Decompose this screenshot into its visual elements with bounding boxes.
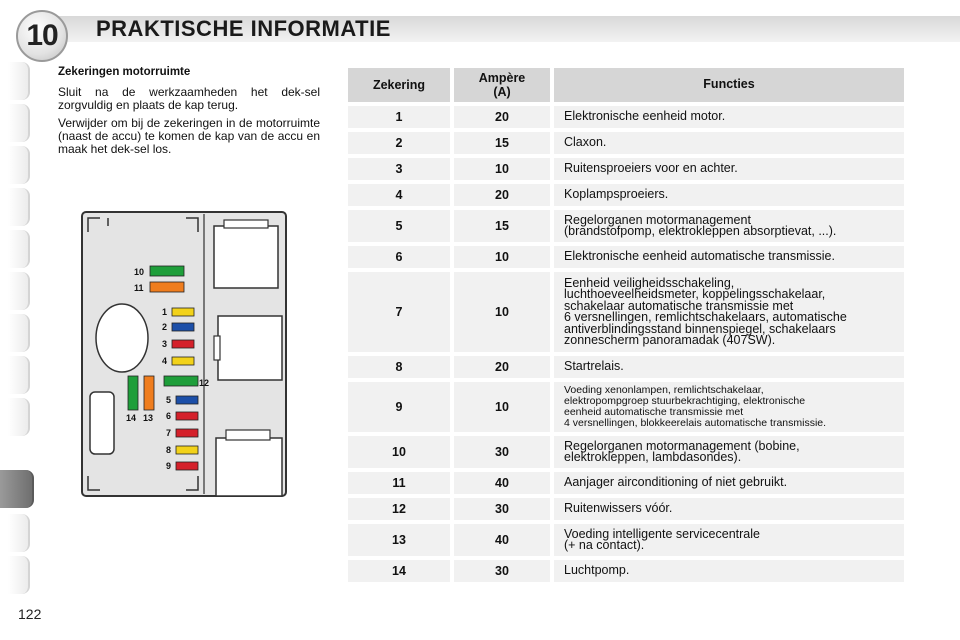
fuse-number: 2 [348,132,450,154]
fuse-label-11: 11 [134,283,144,293]
fuse-label-1: 1 [162,307,168,317]
page-title: PRAKTISCHE INFORMATIE [96,16,391,41]
fuse-label-6: 6 [166,411,172,421]
table-body [348,106,904,582]
fuse-amperage: 10 [454,272,550,352]
fuse-amperage: 15 [454,132,550,154]
fuse-function: Eenheid veiligheidsschakeling, luchthoeveelheidsmeter, koppelingsschakelaar, schakelaar automatische transmissie met 6 versnellingen, remlichtschakelaars, automatische antiverblindingsstand binnenspiegel, schakelaars zonnescherm panoramadak (407SW). [554,272,904,352]
fuse-label-14: 14 [126,413,137,423]
fuse-10 [150,266,184,276]
fuse-function: Elektronische eenheid motor. [554,106,904,128]
chapter-tab-12[interactable] [8,556,30,594]
fuse-label-12: 12 [199,378,210,388]
fuse-amperage: 30 [454,560,550,582]
table-row [348,382,904,432]
chapter-tab-8[interactable] [8,356,30,394]
fuse-amperage: 15 [454,210,550,242]
fuse-number: 9 [348,382,450,432]
table-row [348,560,904,582]
fuse-3 [172,340,194,348]
fuse-number: 11 [348,472,450,494]
fuse-6 [176,412,198,420]
header-functions: Functies [554,68,904,102]
chapter-tab-3[interactable] [8,146,30,184]
table-row [348,132,904,154]
chapter-tab-6[interactable] [8,272,30,310]
chapter-tab-10-active[interactable] [0,470,34,508]
fuse-function: Elektronische eenheid automatische transmissie. [554,246,904,268]
fuse-amperage: 40 [454,472,550,494]
fuse-9 [176,462,198,470]
fuse-13 [144,376,154,410]
table-row [348,246,904,268]
chapter-tab-9[interactable] [8,398,30,436]
fuse-number: 8 [348,356,450,378]
rounded-cutout [90,392,114,454]
fuse-label-9: 9 [166,461,172,471]
relay-tab [224,220,268,228]
chapter-tab-2[interactable] [8,104,30,142]
fuse-amperage: 30 [454,436,550,468]
relay-outline [214,226,278,288]
table-row [348,436,904,468]
table-row [348,106,904,128]
fuse-amperage: 10 [454,158,550,180]
fuse-amperage: 20 [454,106,550,128]
fuse-number: 4 [348,184,450,206]
fuse-amperage: 20 [454,356,550,378]
fuse-1 [172,308,194,316]
table-row [348,356,904,378]
intro-text [58,66,320,161]
section-heading: Zekeringen motorruimte [58,66,191,78]
fuse-amperage: 10 [454,246,550,268]
chapter-tab-11[interactable] [8,514,30,552]
fuse-function: Aanjager airconditioning of niet gebruikt. [554,472,904,494]
chapter-tab-4[interactable] [8,188,30,226]
fuse-8 [176,446,198,454]
fuse-7 [176,429,198,437]
table-header [348,68,904,102]
fuse-amperage: 40 [454,524,550,556]
fuse-12 [164,376,198,386]
fuse-5 [176,396,198,404]
fuse-label-5: 5 [166,395,172,405]
fuse-function: Koplampsproeiers. [554,184,904,206]
fuse-function: Startrelais. [554,356,904,378]
chapter-tabs [0,62,36,582]
fuse-2 [172,323,194,331]
relay-tab [214,336,220,360]
fuse-label-7: 7 [166,428,172,438]
fuse-label-10: 10 [134,267,145,277]
round-cutout [96,304,148,372]
fuse-label-13: 13 [143,413,154,423]
fuse-number: 10 [348,436,450,468]
paragraph-access-fuses: Verwijder om bij de zekeringen in de motorruimte (naast de accu) te komen de kap van de accu en maak het dek-sel los. [58,116,320,156]
header-fuse: Zekering [348,68,450,102]
fuse-function: Claxon. [554,132,904,154]
fuse-function: Regelorganen motormanagement (brandstofpomp, elektrokleppen absorptievat, ...). [554,210,904,242]
fuse-number: 3 [348,158,450,180]
paragraph-close-cover: Sluit na de werkzaamheden het dek-sel zorgvuldig en plaats de kap terug. [58,85,320,112]
fuse-function: Ruitenwissers vóór. [554,498,904,520]
table-row [348,210,904,242]
fuse-function: Voeding intelligente servicecentrale (+ na contact). [554,524,904,556]
relay-outline [216,438,282,496]
fuse-label-4: 4 [162,356,168,366]
fuse-function: Voeding xenonlampen, remlichtschakelaar, elektropompgroep stuurbekrachtiging, elektronische eenheid automatische transmissie met 4 versnellingen, blokkeerelais automatische transmissie. [554,382,904,432]
table-row [348,524,904,556]
fuse-number: 7 [348,272,450,352]
fuse-box-diagram [78,206,290,500]
table-row [348,158,904,180]
header-amperage: Ampère (A) [454,68,550,102]
fuse-amperage: 20 [454,184,550,206]
table-row [348,472,904,494]
fuse-label-8: 8 [166,445,172,455]
fuse-label-2: 2 [162,322,168,332]
fuse-number: 1 [348,106,450,128]
table-row [348,272,904,352]
chapter-tab-7[interactable] [8,314,30,352]
fuse-table [348,68,904,586]
fuse-number: 14 [348,560,450,582]
fuse-amperage: 10 [454,382,550,432]
fuse-function: Ruitensproeiers voor en achter. [554,158,904,180]
relay-tab [226,430,270,440]
fuse-number: 12 [348,498,450,520]
fuse-number: 6 [348,246,450,268]
fuse-number: 13 [348,524,450,556]
fuse-4 [172,357,194,365]
fuse-function: Luchtpomp. [554,560,904,582]
table-row [348,184,904,206]
fuse-function: Regelorganen motormanagement (bobine, elektrokleppen, lambdasondes). [554,436,904,468]
chapter-tab-1[interactable] [8,62,30,100]
page-number: 122 [18,606,42,622]
table-row [348,498,904,520]
relay-outline [218,316,282,380]
fuse-14 [128,376,138,410]
fuse-number: 5 [348,210,450,242]
chapter-badge: 10 [16,10,68,62]
fuse-amperage: 30 [454,498,550,520]
fuse-11 [150,282,184,292]
fuse-label-3: 3 [162,339,168,349]
chapter-tab-5[interactable] [8,230,30,268]
